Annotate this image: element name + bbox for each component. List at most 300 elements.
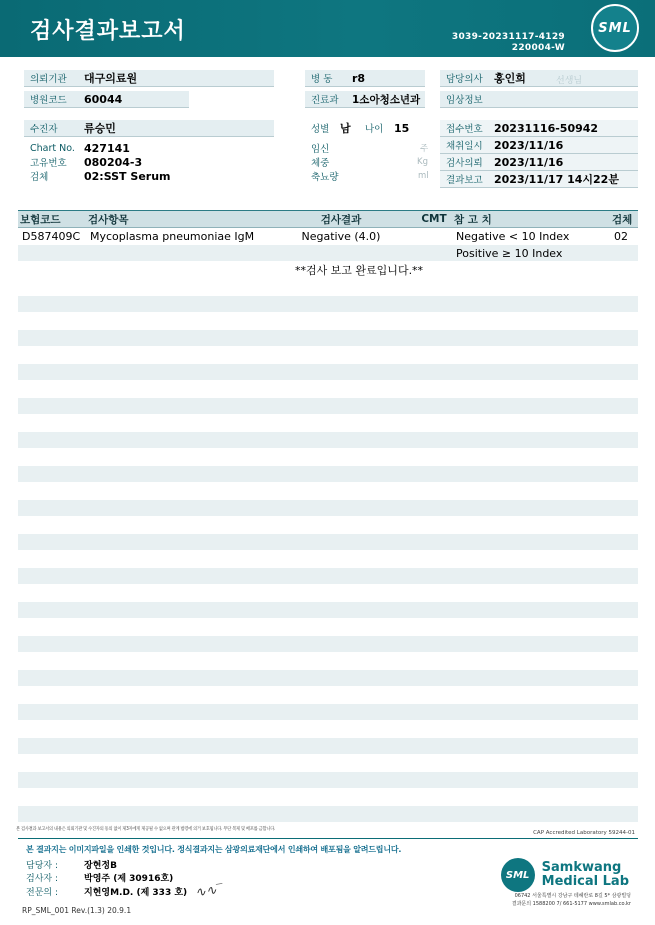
page-title: 검사결과보고서	[30, 19, 186, 44]
cell-empty	[266, 602, 416, 619]
cell-empty	[452, 313, 610, 330]
cell-test	[86, 262, 266, 279]
table-row-empty	[18, 585, 638, 602]
handwritten-signature-icon: ∿∿‾	[194, 882, 225, 901]
cell-empty	[416, 619, 452, 636]
cell-completion-note: **검사 보고 완료입니다.**	[266, 262, 452, 279]
cell-empty	[266, 806, 416, 823]
cell-empty	[610, 806, 638, 823]
cell-empty	[86, 772, 266, 789]
legal-microtext: 본 검사결과 보고서의 내용은 의뢰기관 및 수진자의 동의 없이 제3자에게 제공될 수 없으며 관계 법령에 의거 보호됩니다. 무단 복제 및 배포를 금합니다.	[16, 825, 276, 832]
table-row-empty	[18, 313, 638, 330]
cell-empty	[610, 551, 638, 568]
cell-empty	[18, 653, 86, 670]
cell-empty	[416, 789, 452, 806]
signature-label-technologist: 검사자 :	[26, 874, 58, 884]
cell-empty	[18, 568, 86, 585]
cell-empty	[416, 704, 452, 721]
table-header-row	[18, 211, 638, 228]
cell-empty	[86, 483, 266, 500]
cell-empty	[266, 500, 416, 517]
cell-test: Mycoplasma pneumoniae IgM	[86, 228, 266, 245]
cell-empty	[86, 738, 266, 755]
unique-no-value: 080204-3	[84, 155, 143, 169]
table-row-empty	[18, 534, 638, 551]
cell-empty	[266, 585, 416, 602]
cell-empty	[86, 789, 266, 806]
col-header-reference: 참 고 치	[452, 211, 610, 228]
cell-empty	[266, 738, 416, 755]
cell-empty	[266, 789, 416, 806]
signature-label-manager: 담당자 :	[26, 861, 58, 871]
cell-empty	[18, 483, 86, 500]
table-row-empty	[18, 381, 638, 398]
cell-cmt	[416, 245, 452, 262]
cell-empty	[86, 619, 266, 636]
cell-empty	[18, 772, 86, 789]
urine-volume-unit: ml	[418, 171, 429, 181]
chart-no-label: Chart No.	[30, 142, 75, 154]
cell-empty	[610, 653, 638, 670]
lab-address	[512, 893, 631, 908]
cell-reference: Positive ≥ 10 Index	[452, 245, 610, 262]
cell-empty	[610, 789, 638, 806]
cell-empty	[416, 687, 452, 704]
cell-empty	[416, 364, 452, 381]
collected-label: 채취일시	[446, 141, 483, 152]
cell-empty	[610, 721, 638, 738]
cell-empty	[416, 551, 452, 568]
cell-empty	[266, 398, 416, 415]
table-row	[18, 245, 638, 262]
cell-empty	[18, 449, 86, 466]
cell-empty	[266, 517, 416, 534]
cell-empty	[18, 738, 86, 755]
cell-empty	[452, 364, 610, 381]
cell-empty	[610, 398, 638, 415]
sex-label: 성별	[311, 124, 330, 135]
collected-value: 2023/11/16	[494, 138, 564, 152]
cell-empty	[610, 534, 638, 551]
cell-empty	[416, 602, 452, 619]
cell-empty	[266, 483, 416, 500]
form-revision: RP_SML_001 Rev.(1.3) 20.9.1	[22, 906, 132, 915]
accession-label: 접수번호	[446, 124, 483, 135]
cell-empty	[18, 500, 86, 517]
cell-empty	[416, 347, 452, 364]
cell-empty	[610, 704, 638, 721]
cell-empty	[266, 466, 416, 483]
cell-empty	[452, 772, 610, 789]
cell-empty	[86, 517, 266, 534]
accession-value: 20231116-50942	[494, 121, 599, 135]
cell-empty	[416, 636, 452, 653]
lab-address-line2: 결과문의 1588200 7/ 661-5177 www.smlab.co.kr	[511, 900, 631, 907]
table-row-empty	[18, 653, 638, 670]
cell-empty	[18, 330, 86, 347]
ordered-label: 검사의뢰	[446, 158, 483, 169]
cell-empty	[452, 398, 610, 415]
col-header-cmt: CMT	[416, 211, 452, 228]
cell-empty	[18, 687, 86, 704]
signature-row-manager	[26, 858, 117, 871]
cell-empty	[452, 806, 610, 823]
cell-empty	[452, 483, 610, 500]
cell-empty	[416, 398, 452, 415]
col-header-code: 보험코드	[18, 211, 86, 228]
cell-empty	[86, 534, 266, 551]
cell-empty	[266, 534, 416, 551]
cell-empty	[452, 755, 610, 772]
cell-empty	[610, 296, 638, 313]
table-row-empty	[18, 500, 638, 517]
cell-empty	[18, 602, 86, 619]
cell-empty	[416, 381, 452, 398]
lab-name-line2: Medical Lab	[541, 874, 629, 889]
cell-empty	[18, 806, 86, 823]
specimen-label: 검체	[30, 172, 49, 183]
cell-empty	[416, 313, 452, 330]
cell-empty	[266, 296, 416, 313]
cell-empty	[416, 517, 452, 534]
cell-empty	[86, 568, 266, 585]
cell-empty	[266, 432, 416, 449]
cell-empty	[86, 755, 266, 772]
cell-empty	[86, 721, 266, 738]
cell-empty	[452, 636, 610, 653]
table-row-empty	[18, 755, 638, 772]
cell-empty	[86, 670, 266, 687]
cell-empty	[416, 585, 452, 602]
hospital-code-label: 병원코드	[30, 95, 67, 106]
pregnancy-unit: 주	[420, 144, 429, 154]
dept-value: 1소아청소년과	[352, 93, 421, 106]
cell-empty	[416, 772, 452, 789]
table-row	[18, 262, 638, 279]
cell-empty	[86, 415, 266, 432]
cell-empty	[416, 279, 452, 296]
cell-empty	[266, 364, 416, 381]
table-row-empty	[18, 687, 638, 704]
table-row-empty	[18, 568, 638, 585]
sml-logo-icon	[591, 4, 639, 52]
cell-empty	[266, 330, 416, 347]
cell-empty	[452, 449, 610, 466]
lab-logo	[501, 858, 629, 892]
cell-empty	[18, 517, 86, 534]
doctor-label: 담당의사	[446, 74, 483, 85]
patient-info-zone	[0, 57, 655, 202]
cell-empty	[18, 279, 86, 296]
cell-code	[18, 245, 86, 262]
cell-empty	[452, 670, 610, 687]
cell-empty	[86, 806, 266, 823]
cell-empty	[452, 585, 610, 602]
cell-empty	[416, 483, 452, 500]
cell-empty	[18, 789, 86, 806]
col-header-specimen: 검체	[610, 211, 638, 228]
cell-empty	[86, 279, 266, 296]
cell-empty	[610, 670, 638, 687]
sml-logo-text: SML	[598, 20, 632, 36]
cell-empty	[610, 279, 638, 296]
cell-reference	[452, 262, 610, 279]
ward-value: r8	[352, 71, 366, 85]
urine-volume-label: 축뇨량	[311, 172, 339, 183]
cell-empty	[610, 381, 638, 398]
table-row-empty	[18, 483, 638, 500]
cell-empty	[266, 755, 416, 772]
lab-name-line1: Samkwang	[541, 859, 622, 875]
cell-empty	[416, 534, 452, 551]
cell-empty	[610, 619, 638, 636]
reported-label: 결과보고	[446, 175, 483, 186]
cell-empty	[86, 636, 266, 653]
cell-empty	[86, 500, 266, 517]
cell-empty	[610, 517, 638, 534]
table-row-empty	[18, 517, 638, 534]
cell-empty	[18, 466, 86, 483]
cell-empty	[18, 296, 86, 313]
cell-empty	[416, 449, 452, 466]
specimen-value: 02:SST Serum	[84, 169, 171, 183]
table-row-empty	[18, 619, 638, 636]
hospital-code-value: 60044	[84, 92, 123, 106]
cell-empty	[86, 653, 266, 670]
lab-name-block	[542, 861, 629, 890]
weight-unit: Kg	[417, 157, 428, 167]
cell-empty	[18, 415, 86, 432]
doctor-suffix: 선생님	[556, 75, 583, 86]
cell-empty	[18, 347, 86, 364]
sex-value: 남	[340, 122, 351, 135]
patient-label: 수진자	[30, 124, 58, 135]
cell-empty	[610, 568, 638, 585]
cell-empty	[416, 415, 452, 432]
cell-empty	[416, 738, 452, 755]
table-row-empty	[18, 806, 638, 823]
patient-field-bg	[24, 120, 274, 137]
cell-empty	[452, 279, 610, 296]
reported-value: 2023/11/17 14시22분	[494, 173, 619, 186]
cell-empty	[416, 330, 452, 347]
cell-specimen	[610, 245, 638, 262]
cell-empty	[266, 721, 416, 738]
cell-empty	[86, 449, 266, 466]
cell-empty	[610, 636, 638, 653]
cell-empty	[610, 330, 638, 347]
cell-empty	[18, 432, 86, 449]
cell-empty	[18, 534, 86, 551]
pregnancy-label: 임신	[311, 144, 330, 155]
cell-empty	[452, 619, 610, 636]
cell-empty	[18, 381, 86, 398]
cell-empty	[18, 704, 86, 721]
cell-empty	[18, 585, 86, 602]
cell-empty	[266, 415, 416, 432]
cell-specimen: 02	[610, 228, 638, 245]
cell-empty	[610, 415, 638, 432]
cell-empty	[610, 364, 638, 381]
unique-no-label: 고유번호	[30, 158, 67, 169]
cell-empty	[266, 653, 416, 670]
table-row-empty	[18, 296, 638, 313]
cell-empty	[86, 381, 266, 398]
cell-empty	[610, 738, 638, 755]
cell-empty	[610, 483, 638, 500]
cell-empty	[86, 602, 266, 619]
signature-value-pathologist: 지현영M.D. (제 333 호)	[84, 888, 188, 898]
cell-empty	[416, 806, 452, 823]
signature-value-technologist: 박영주 (제 30916호)	[84, 874, 174, 884]
table-row-empty	[18, 636, 638, 653]
cell-empty	[266, 704, 416, 721]
cell-empty	[266, 772, 416, 789]
cell-empty	[86, 296, 266, 313]
cell-empty	[266, 687, 416, 704]
cell-empty	[18, 636, 86, 653]
clinical-info-label: 임상정보	[446, 95, 483, 106]
cell-specimen	[610, 262, 638, 279]
table-row-empty	[18, 347, 638, 364]
footer-divider	[18, 838, 638, 839]
table-row-empty	[18, 415, 638, 432]
ordered-value: 2023/11/16	[494, 155, 564, 169]
doctor-value: 홍인희	[494, 72, 526, 85]
cell-empty	[452, 704, 610, 721]
cell-empty	[18, 313, 86, 330]
cell-empty	[86, 466, 266, 483]
cell-empty	[18, 398, 86, 415]
table-row-empty	[18, 721, 638, 738]
table-row-empty	[18, 364, 638, 381]
cell-empty	[416, 721, 452, 738]
cell-empty	[610, 347, 638, 364]
cell-empty	[18, 364, 86, 381]
cell-empty	[610, 432, 638, 449]
cell-empty	[86, 398, 266, 415]
cell-empty	[452, 381, 610, 398]
patient-value: 류승민	[84, 122, 116, 135]
cell-empty	[452, 415, 610, 432]
signature-row-technologist	[26, 871, 173, 884]
barcode-number	[452, 32, 565, 55]
cell-empty	[452, 534, 610, 551]
requester-label: 의뢰기관	[30, 74, 67, 85]
results-table	[18, 210, 638, 823]
cell-empty	[86, 347, 266, 364]
cell-empty	[452, 517, 610, 534]
cell-empty	[610, 602, 638, 619]
cell-empty	[452, 330, 610, 347]
cell-empty	[610, 687, 638, 704]
cap-accreditation-note: CAP Accredited Laboratory 59244-01	[533, 830, 635, 836]
cell-empty	[266, 381, 416, 398]
cell-empty	[416, 653, 452, 670]
cell-test	[86, 245, 266, 262]
lab-address-line1: 06742 서울특별시 강남구 테헤란로 8길 5* 삼광빌딩	[514, 893, 631, 899]
cell-empty	[266, 551, 416, 568]
cell-empty	[610, 500, 638, 517]
table-row-empty	[18, 398, 638, 415]
table-row-empty	[18, 466, 638, 483]
table-row-empty	[18, 602, 638, 619]
barcode-number-line2: 220004-W	[511, 43, 565, 54]
cell-empty	[18, 721, 86, 738]
cell-empty	[18, 551, 86, 568]
chart-no-value: 427141	[84, 141, 130, 155]
cell-empty	[452, 500, 610, 517]
table-row-empty	[18, 551, 638, 568]
cell-empty	[266, 670, 416, 687]
signature-row-pathologist	[26, 884, 223, 899]
cell-reference: Negative < 10 Index	[452, 228, 610, 245]
dept-label: 진료과	[311, 95, 339, 106]
cell-empty	[452, 466, 610, 483]
cell-empty	[266, 347, 416, 364]
cell-code	[18, 262, 86, 279]
table-row-empty	[18, 704, 638, 721]
cell-empty	[452, 568, 610, 585]
cell-empty	[86, 551, 266, 568]
cell-empty	[416, 500, 452, 517]
cell-empty	[452, 296, 610, 313]
cell-empty	[610, 755, 638, 772]
signature-label-pathologist: 전문의 :	[26, 888, 58, 898]
results-table-body	[18, 228, 638, 823]
cell-empty	[18, 619, 86, 636]
cell-empty	[416, 670, 452, 687]
table-row-empty	[18, 738, 638, 755]
cell-empty	[266, 619, 416, 636]
cell-empty	[610, 466, 638, 483]
col-header-result: 검사결과	[266, 211, 416, 228]
cell-empty	[452, 347, 610, 364]
cell-empty	[452, 432, 610, 449]
cell-empty	[610, 313, 638, 330]
cell-empty	[416, 296, 452, 313]
cell-empty	[452, 789, 610, 806]
table-row-empty	[18, 772, 638, 789]
cell-empty	[452, 551, 610, 568]
cell-empty	[266, 636, 416, 653]
cell-empty	[86, 704, 266, 721]
lab-logo-icon	[501, 858, 535, 892]
weight-label: 체중	[311, 158, 330, 169]
table-row-empty	[18, 330, 638, 347]
cell-empty	[266, 279, 416, 296]
barcode-number-line1: 3039-20231117-4129	[451, 32, 565, 42]
cell-empty	[610, 585, 638, 602]
cell-empty	[416, 755, 452, 772]
signature-value-manager: 장현정B	[84, 861, 117, 871]
cell-empty	[452, 653, 610, 670]
print-notice: 본 결과지는 이미지파일을 인쇄한 것입니다. 정식결과지는 삼광의료재단에서 인쇄하여 배포됨을 알려드립니다.	[26, 845, 402, 854]
cell-empty	[416, 568, 452, 585]
col-header-test: 검사항목	[86, 211, 266, 228]
cell-empty	[610, 772, 638, 789]
cell-empty	[86, 585, 266, 602]
cell-empty	[86, 364, 266, 381]
requester-value: 대구의료원	[84, 72, 138, 85]
cell-cmt	[416, 228, 452, 245]
cell-empty	[266, 568, 416, 585]
table-row-empty	[18, 789, 638, 806]
cell-empty	[86, 330, 266, 347]
ward-label: 병 동	[311, 74, 333, 85]
table-row-empty	[18, 449, 638, 466]
cell-empty	[266, 449, 416, 466]
